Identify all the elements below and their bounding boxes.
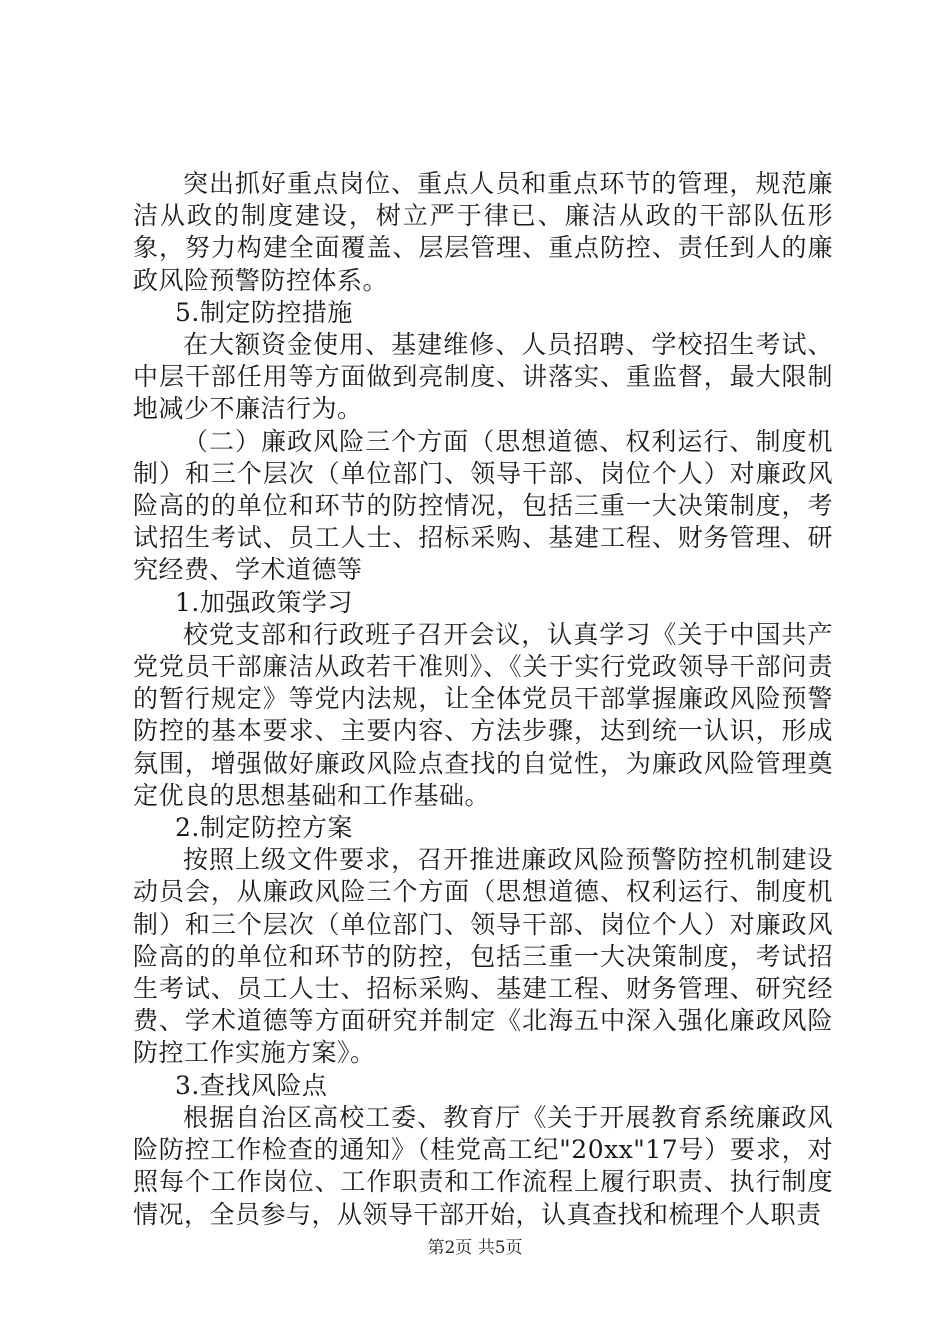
- section-heading-2: 2.制定防控方案: [175, 813, 353, 843]
- paragraph-section-two: （二）廉政风险三个方面（思想道德、权利运行、制度机制）和三个层次（单位部门、领导干部、岗位个人）对廉政风险高的的单位和环节的防控情况，包括三重一大决策制度，考试招生考试、员工人士、招标采购、基建工程、财务管理、研究经费、学术道德等: [133, 426, 833, 585]
- paragraph-plan: 按照上级文件要求，召开推进廉政风险预警防控机制建设动员会，从廉政风险三个方面（思想道德、权利运行、制度机制）和三个层次（单位部门、领导干部、岗位个人）对廉政风险高的的单位和环节的防控，包括三重一大决策制度，考试招生考试、员工人士、招标采购、基建工程、财务管理、研究经费、学术道德等方面研究并制定《北海五中深入强化廉政风险防控工作实施方案》。: [133, 845, 833, 1068]
- section-heading-1: 1.加强政策学习: [175, 587, 353, 617]
- paragraph-measures: 在大额资金使用、基建维修、人员招聘、学校招生考试、中层干部任用等方面做到亮制度、讲落实、重监督，最大限制地减少不廉洁行为。: [133, 330, 833, 424]
- paragraph-risk-points: 根据自治区高校工委、教育厅《关于开展教育系统廉政风险防控工作检查的通知》（桂党高工纪"20xx"17号）要求，对照每个工作岗位、工作职责和工作流程上履行职责、执行制度情况，全员参与，从领导干部开始，认真查找和梳理个人职责: [133, 1102, 833, 1229]
- paragraph-intro-continued: 突出抓好重点岗位、重点人员和重点环节的管理，规范廉洁从政的制度建设，树立严于律已、廉洁从政的干部队伍形象，努力构建全面覆盖、层层管理、重点防控、责任到人的廉政风险预警防控体系。: [133, 169, 833, 295]
- section-heading-3: 3.查找风险点: [175, 1070, 328, 1100]
- document-body: [133, 168, 833, 1231]
- page-footer: 第2页 共5页: [427, 1238, 523, 1258]
- paragraph-policy-study: 校党支部和行政班子召开会议，认真学习《关于中国共产党党员干部廉洁从政若干准则》、《关于实行党政领导干部问责的暂行规定》等党内法规，让全体党员干部掌握廉政风险预警防控的基本要求、主要内容、方法步骤，达到统一认识，形成氛围，增强做好廉政风险点查找的自觉性，为廉政风险管理奠定优良的思想基础和工作基础。: [133, 619, 833, 810]
- section-heading-5: 5.制定防控措施: [175, 297, 353, 327]
